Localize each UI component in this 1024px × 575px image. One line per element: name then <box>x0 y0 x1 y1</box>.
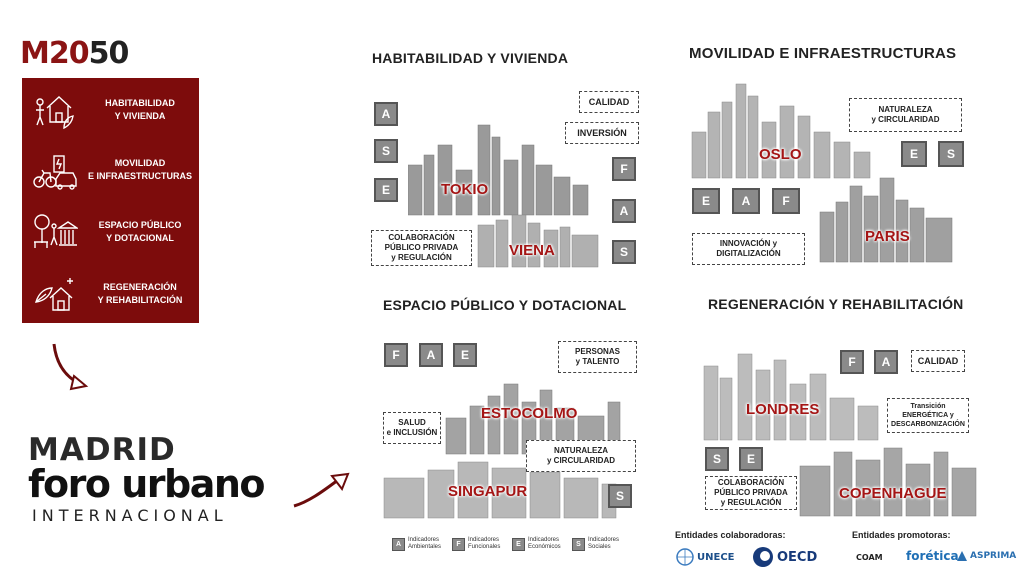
section-title-movilidad: MOVILIDAD E INFRAESTRUCTURAS <box>689 45 957 62</box>
oecd-logo[interactable]: OECD <box>752 546 817 568</box>
section-title-habitabilidad: HABITABILIDAD Y VIVIENDA <box>372 50 569 66</box>
indicator-square: S <box>374 139 398 163</box>
indicator-square: F <box>384 343 408 367</box>
indicator-square: S <box>608 484 632 508</box>
coam-logo[interactable]: COAM <box>856 553 883 562</box>
city-label-estocolmo: ESTOCOLMO <box>481 405 578 422</box>
legend-item: E Indicadores Económicos <box>512 537 566 551</box>
promotoras-title: Entidades promotoras: <box>852 530 951 540</box>
indicator-square: A <box>419 343 443 367</box>
curved-arrow-right-icon <box>290 470 354 512</box>
city-label-paris: PARIS <box>865 228 910 245</box>
section-title-espacio: ESPACIO PÚBLICO Y DOTACIONAL <box>383 297 627 313</box>
indicator-legend <box>392 537 626 551</box>
indicator-square: A <box>874 350 898 374</box>
unece-logo[interactable]: UNECE <box>676 548 735 566</box>
indicator-square: S <box>612 240 636 264</box>
asprima-logo[interactable]: ASPRIMA <box>956 550 1016 562</box>
panel-item-espacio[interactable]: ESPACIO PÚBLICO Y DOTACIONAL <box>22 202 199 262</box>
city-label-oslo: OSLO <box>759 146 802 163</box>
label-personas: PERSONAS y TALENTO <box>558 341 637 373</box>
label-naturaleza: NATURALEZA y CIRCULARIDAD <box>849 98 962 132</box>
indicator-square: E <box>692 188 720 214</box>
city-label-copenhague: COPENHAGUE <box>839 485 947 502</box>
indicator-square: F <box>840 350 864 374</box>
bike-charger-car-icon <box>32 148 78 192</box>
colaboradoras-title: Entidades colaboradoras: <box>675 530 786 540</box>
city-label-tokio: TOKIO <box>441 181 489 198</box>
curved-arrow-down-icon <box>48 340 98 400</box>
city-label-singapur: SINGAPUR <box>448 483 528 500</box>
indicator-square: F <box>772 188 800 214</box>
label-inversion: INVERSIÓN <box>565 122 639 144</box>
label-calidad: CALIDAD <box>911 350 965 372</box>
legend-item: F Indicadores Funcionales <box>452 537 506 551</box>
label-salud: SALUD e INCLUSIÓN <box>383 412 441 444</box>
city-label-londres: LONDRES <box>746 401 820 418</box>
indicator-square: S <box>938 141 964 167</box>
indicator-square: A <box>374 102 398 126</box>
axes-panel <box>22 78 199 323</box>
indicator-square: E <box>453 343 477 367</box>
section-title-regeneracion: REGENERACIÓN Y REHABILITACIÓN <box>708 296 964 312</box>
indicator-square: A <box>732 188 760 214</box>
label-naturaleza: NATURALEZA y CIRCULARIDAD <box>526 440 636 472</box>
label-transicion: Transición ENERGÉTICA y DESCARBONIZACIÓN <box>887 398 969 433</box>
indicator-square: E <box>739 447 763 471</box>
indicator-square: E <box>901 141 927 167</box>
oecd-emblem-icon <box>752 546 774 568</box>
madrid-wordmark: MADRID <box>28 432 176 468</box>
foro-urbano-wordmark: foro urbano <box>28 462 265 506</box>
panel-item-habitabilidad[interactable]: HABITABILIDAD Y VIVIENDA <box>22 80 199 140</box>
foretica-logo[interactable]: forética <box>906 549 959 563</box>
legend-item: A Indicadores Ambientales <box>392 537 446 551</box>
asprima-mark-icon <box>956 550 968 562</box>
un-emblem-icon <box>676 548 694 566</box>
panel-item-regeneracion[interactable]: REGENERACIÓN Y REHABILITACIÓN <box>22 264 199 324</box>
indicator-square: F <box>612 157 636 181</box>
indicator-square: A <box>612 199 636 223</box>
legend-item: S Indicadores Sociales <box>572 537 626 551</box>
label-innovacion: INNOVACIÓN y DIGITALIZACIÓN <box>692 233 805 265</box>
m2050-logo: M2050 <box>20 36 129 71</box>
label-calidad: CALIDAD <box>579 91 639 113</box>
house-person-icon <box>32 88 78 132</box>
indicator-square: S <box>705 447 729 471</box>
house-leaf-icon <box>32 272 78 316</box>
label-colaboracion: COLABORACIÓN PÚBLICO PRIVADA y REGULACIÓN <box>371 230 472 266</box>
internacional-wordmark: INTERNACIONAL <box>32 506 228 525</box>
indicator-square: E <box>374 178 398 202</box>
label-colaboracion: COLABORACIÓN PÚBLICO PRIVADA y REGULACIÓN <box>705 476 797 510</box>
park-bench-building-icon <box>32 210 78 254</box>
panel-item-movilidad[interactable]: MOVILIDAD E INFRAESTRUCTURAS <box>22 140 199 200</box>
city-label-viena: VIENA <box>509 242 555 259</box>
